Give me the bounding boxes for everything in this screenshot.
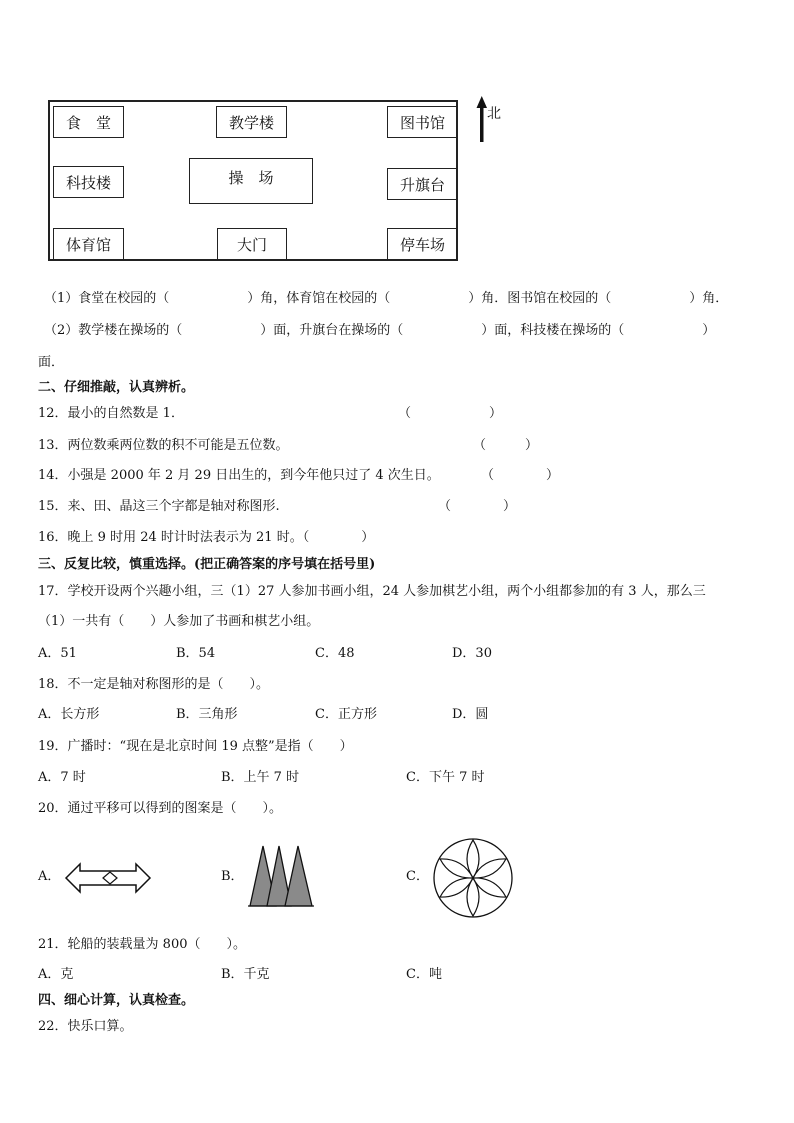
- q18-option-b[interactable]: B．三角形: [176, 707, 238, 722]
- q17-option-c[interactable]: C．48: [315, 646, 355, 661]
- q21-text: 21．轮船的装载量为 800（ ）。: [38, 937, 246, 952]
- q19-text: 19．广播时：“现在是北京时间 19 点整”是指（ ）: [38, 739, 353, 754]
- q17-option-a[interactable]: A．51: [38, 646, 77, 661]
- q15-text: 15．来、田、晶这三个字都是轴对称图形.: [38, 499, 280, 514]
- section-4-heading: 四、细心计算，认真检查。: [38, 993, 195, 1008]
- flag-platform-box: 升旗台: [387, 168, 458, 200]
- q17-line1: 17．学校开设两个兴趣小组，三（1）27 人参加书画小组，24 人参加棋艺小组，两个小组都参加的有 3 人，那么三: [38, 584, 706, 599]
- playground-box: 操 场: [189, 158, 313, 204]
- q18-option-c[interactable]: C．正方形: [315, 707, 377, 722]
- q20-text: 20．通过平移可以得到的图案是（ ）。: [38, 801, 283, 816]
- q12-text: 12．最小的自然数是 1．: [38, 406, 184, 421]
- q20-option-a[interactable]: A．: [38, 869, 61, 884]
- q22-text: 22．快乐口算。: [38, 1019, 133, 1034]
- q16-text: 16．晚上 9 时用 24 时计时法表示为 21 时。（ ）: [38, 530, 375, 545]
- q14-text: 14．小强是 2000 年 2 月 29 日出生的，到今年他只过了 4 次生日。: [38, 468, 440, 483]
- teaching-building-box: 教学楼: [216, 106, 287, 138]
- q12-answer-paren[interactable]: （ ）: [398, 406, 503, 421]
- q19-option-a[interactable]: A．7 时: [38, 770, 86, 785]
- q18-option-a[interactable]: A．长方形: [38, 707, 100, 722]
- q20-option-b[interactable]: B．: [221, 869, 244, 884]
- canteen-box: 食 堂: [53, 106, 124, 138]
- q18-text: 18．不一定是轴对称图形的是（ ）。: [38, 677, 270, 692]
- q20-option-c[interactable]: C．: [406, 869, 429, 884]
- q11-line2: （2）教学楼在操场的（ ）面，升旗台在操场的（ ）面，科技楼在操场的（ ）: [44, 323, 716, 338]
- q17-option-b[interactable]: B．54: [176, 646, 216, 661]
- q11-line1: （1）食堂在校园的（ ）角，体育馆在校园的（ ）角．图书馆在校园的（ ）角．: [44, 291, 729, 306]
- triangles-figure-icon: [245, 843, 317, 909]
- q14-answer-paren[interactable]: （ ）: [481, 468, 560, 483]
- tech-building-box: 科技楼: [53, 166, 124, 198]
- q21-option-b[interactable]: B．千克: [221, 967, 270, 982]
- q17-line2: （1）一共有（ ）人参加了书画和棋艺小组。: [38, 614, 320, 629]
- parking-box: 停车场: [387, 228, 458, 260]
- q21-option-a[interactable]: A．克: [38, 967, 74, 982]
- q21-option-c[interactable]: C．吨: [406, 967, 442, 982]
- q18-option-d[interactable]: D．圆: [452, 707, 489, 722]
- q19-option-c[interactable]: C．下午 7 时: [406, 770, 485, 785]
- flower-circle-figure-icon: [431, 836, 515, 920]
- q15-answer-paren[interactable]: （ ）: [438, 499, 517, 514]
- double-arrow-figure-icon: [64, 861, 152, 895]
- gate-box: 大门: [217, 228, 287, 260]
- q13-text: 13．两位数乘两位数的积不可能是五位数。: [38, 438, 289, 453]
- campus-map: [48, 100, 458, 261]
- q13-answer-paren[interactable]: （ ）: [473, 438, 539, 453]
- section-3-heading: 三、反复比较，慎重选择。(把正确答案的序号填在括号里): [38, 557, 376, 572]
- q17-option-d[interactable]: D．30: [452, 646, 492, 661]
- library-box: 图书馆: [387, 106, 458, 138]
- gym-box: 体育馆: [53, 228, 124, 260]
- north-label: 北: [487, 106, 501, 122]
- q19-option-b[interactable]: B．上午 7 时: [221, 770, 300, 785]
- section-2-heading: 二、仔细推敲，认真辨析。: [38, 380, 195, 395]
- q11-line3: 面．: [38, 355, 65, 370]
